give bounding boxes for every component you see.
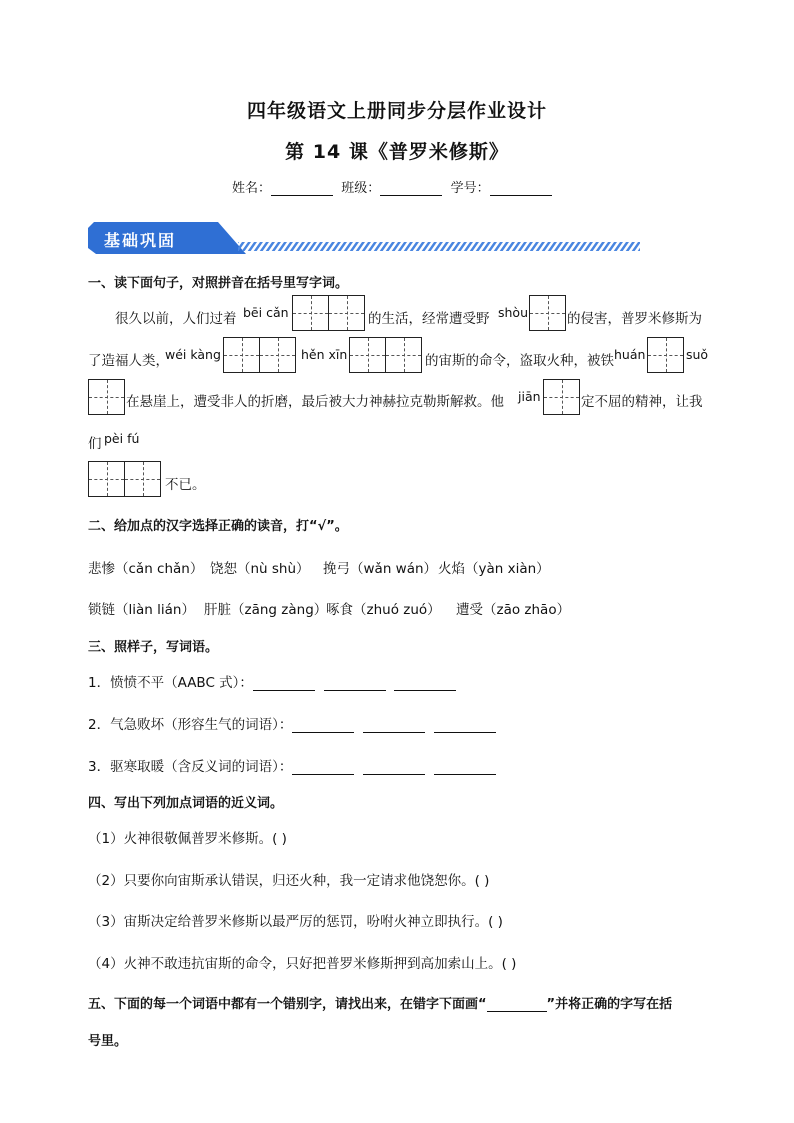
q3-item-text: 3．驱寒取暖（含反义词的词语）：	[88, 759, 293, 775]
pinyin-suo: suǒ	[686, 347, 709, 362]
q2-item[interactable]: 挽弓（wǎn wán）	[323, 561, 438, 577]
class-label: 班级：	[341, 181, 381, 196]
name-field[interactable]	[271, 183, 333, 196]
pinyin-shou: shòu	[498, 305, 529, 320]
q2-item[interactable]: 火焰（yàn xiàn）	[438, 561, 550, 577]
underline-sample	[487, 1000, 547, 1012]
answer-blank[interactable]	[253, 678, 315, 691]
q1-text-1c: 的侵害，普罗米修斯为	[567, 311, 702, 327]
q4-item-3[interactable]: （3）宙斯决定给普罗米修斯以最严厉的惩罚，吩咐火神立即执行。( )	[88, 914, 503, 930]
page-title: 四年级语文上册同步分层作业设计	[246, 100, 547, 122]
write-grid-shou[interactable]	[529, 295, 566, 331]
q1-text-3b: 定不屈的精神，让我	[581, 394, 703, 410]
pinyin-peifu: pèi fú	[104, 431, 140, 446]
q1-text-2b: 的宙斯的命令，盗取火种，被铁	[425, 353, 614, 369]
write-grid-beican[interactable]	[292, 295, 365, 331]
q3-item-2	[88, 713, 496, 733]
q5-heading	[88, 993, 672, 1012]
q1-heading: 一、读下面句子，对照拼音在括号里写字词。	[88, 276, 349, 291]
q2-item[interactable]: 啄食（zhuó zuó）	[326, 602, 441, 618]
q2-item[interactable]: 饶恕（nù shù）	[210, 561, 310, 577]
pinyin-huan: huán	[614, 347, 646, 362]
q2-item[interactable]: 肝脏（zāng zàng）	[204, 602, 328, 618]
q1-text-2a: 了造福人类，	[88, 353, 169, 369]
q3-item-text: 1．愤愤不平（AABC 式）：	[88, 675, 253, 691]
q1-text-3a: 在悬崖上，遭受非人的折磨，最后被大力神赫拉克勒斯解救。他	[126, 394, 504, 410]
name-label: 姓名：	[232, 181, 272, 196]
q5-heading-line2: 号里。	[88, 1034, 128, 1049]
write-grid-suo[interactable]	[88, 379, 125, 415]
q4-item-4[interactable]: （4）火神不敢违抗宙斯的命令，只好把普罗米修斯押到高加索山上。( )	[88, 956, 517, 972]
q4-item-2[interactable]: （2）只要你向宙斯承认错误，归还火种，我一定请求他饶恕你。( )	[88, 873, 490, 889]
answer-blank[interactable]	[363, 720, 425, 733]
answer-blank[interactable]	[292, 720, 354, 733]
answer-blank[interactable]	[394, 678, 456, 691]
pinyin-weikang: wéi kàng	[165, 347, 221, 362]
number-field[interactable]	[490, 183, 552, 196]
q3-heading: 三、照样子，写词语。	[88, 640, 219, 655]
answer-blank[interactable]	[434, 762, 496, 775]
write-grid-jian[interactable]	[543, 379, 580, 415]
pinyin-henxin: hěn xīn	[301, 347, 348, 362]
write-grid-weikang[interactable]	[223, 337, 296, 373]
write-grid-huan[interactable]	[647, 337, 684, 373]
q5-heading-text: 五、下面的每一个词语中都有一个错别字，请找出来，在错字下面画“	[88, 997, 487, 1012]
number-label: 学号：	[450, 181, 490, 196]
banner-hatch-stripe	[238, 242, 640, 251]
student-info	[232, 177, 552, 196]
class-field[interactable]	[380, 183, 442, 196]
q3-item-text: 2．气急败坏（形容生气的词语）：	[88, 717, 293, 733]
q2-heading: 二、给加点的汉字选择正确的读音，打“√”。	[88, 519, 348, 534]
pinyin-jian: jiān	[518, 389, 541, 404]
q1-text-1a: 很久以前，人们过着	[115, 311, 237, 327]
pinyin-beican: bēi cǎn	[243, 305, 289, 320]
answer-blank[interactable]	[363, 762, 425, 775]
q5-heading-text-2: ”并将正确的字写在括	[546, 997, 673, 1012]
write-grid-peifu[interactable]	[88, 461, 161, 497]
write-grid-henxin[interactable]	[349, 337, 422, 373]
banner-label: 基础巩固	[104, 231, 177, 250]
answer-blank[interactable]	[324, 678, 386, 691]
q2-item[interactable]: 锁链（liàn lián）	[88, 602, 195, 618]
answer-blank[interactable]	[434, 720, 496, 733]
q4-heading: 四、写出下列加点词语的近义词。	[88, 796, 284, 811]
q3-item-3	[88, 755, 496, 775]
q1-text-4a: 们	[88, 436, 102, 452]
q2-item[interactable]: 遭受（zāo zhāo）	[456, 602, 571, 618]
q1-text-1b: 的生活，经常遭受野	[368, 311, 490, 327]
q3-item-1	[88, 671, 456, 691]
q4-item-1[interactable]: （1）火神很敬佩普罗米修斯。( )	[88, 831, 287, 847]
q1-text-5: 不已。	[165, 477, 206, 493]
q2-item[interactable]: 悲惨（cǎn chǎn）	[88, 561, 204, 577]
lesson-title: 第 14 课《普罗米修斯》	[285, 141, 509, 163]
answer-blank[interactable]	[292, 762, 354, 775]
